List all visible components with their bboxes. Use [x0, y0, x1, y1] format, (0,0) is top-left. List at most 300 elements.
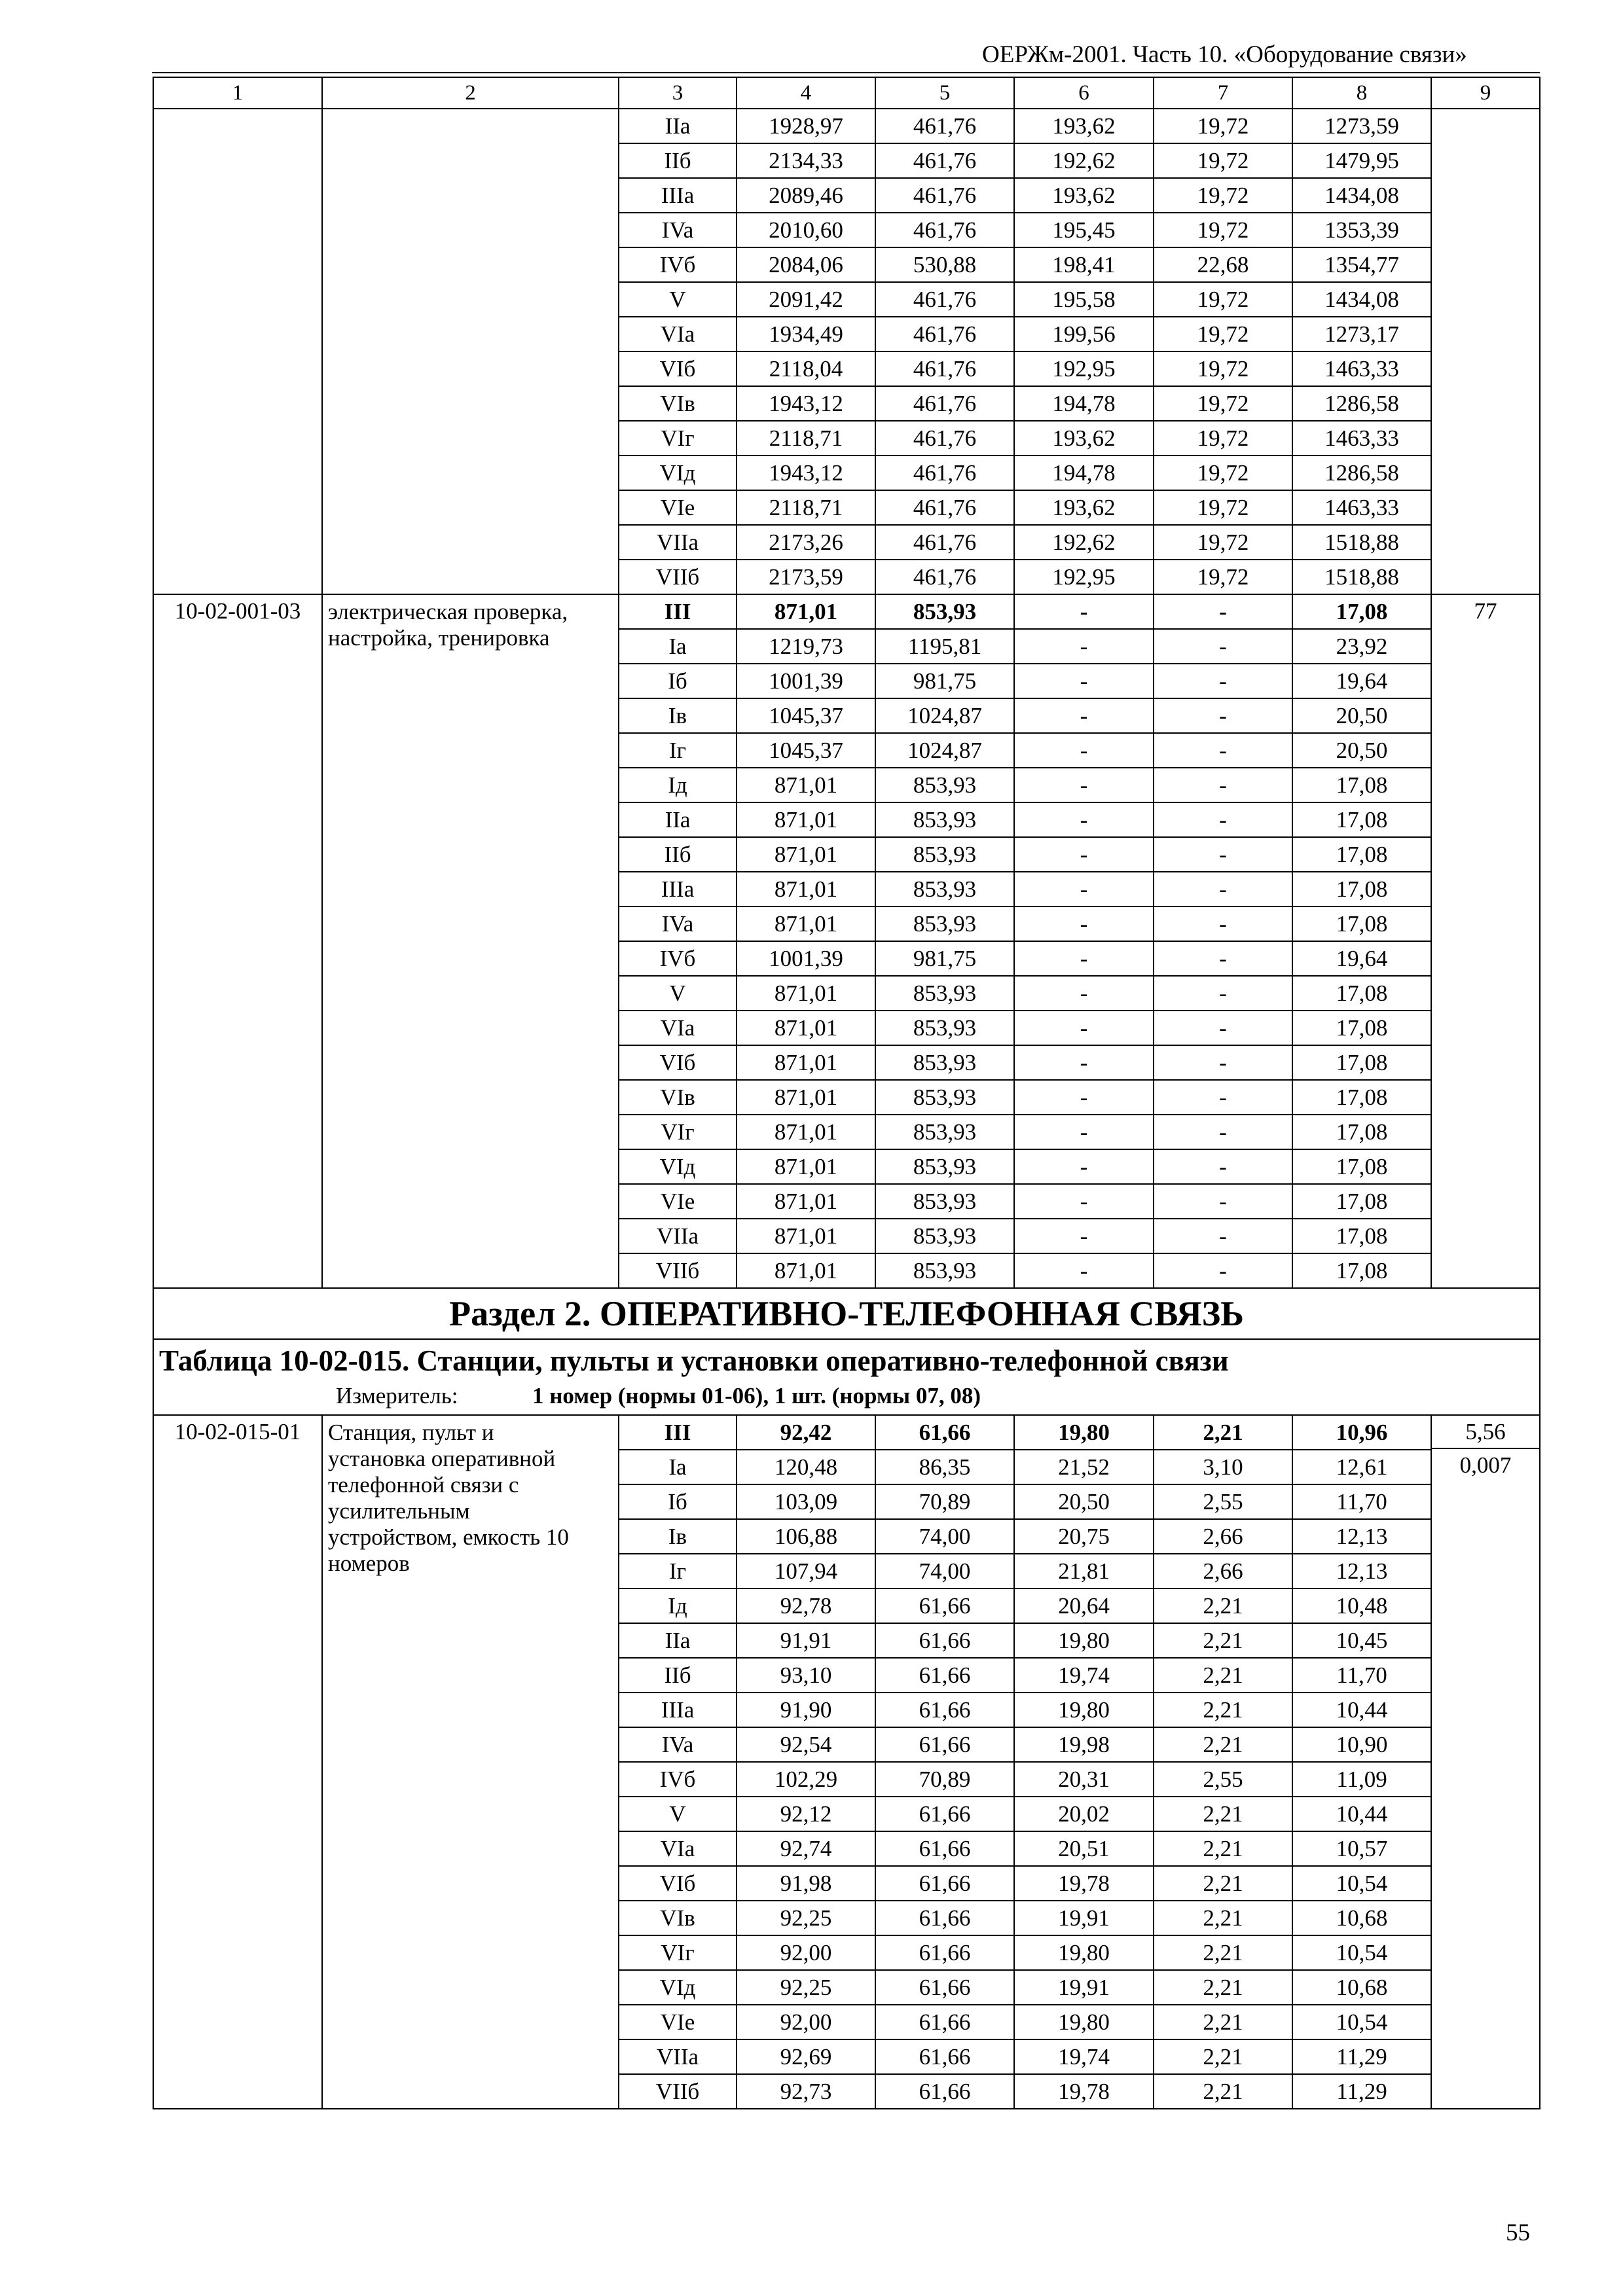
value-cell: 93,10: [737, 1658, 875, 1693]
value-cell: 19,72: [1154, 421, 1292, 456]
description-line: электрическая проверка,: [328, 599, 568, 624]
value-cell: -: [1154, 976, 1292, 1011]
value-cell: 871,01: [737, 768, 875, 802]
zone-cell: Iг: [619, 1554, 737, 1588]
zone-cell: VIIa: [619, 2039, 737, 2074]
value-cell: 70,89: [875, 1762, 1014, 1797]
column-number: 7: [1154, 77, 1292, 109]
zone-cell: III: [619, 594, 737, 629]
value-cell: 11,70: [1292, 1658, 1431, 1693]
value-cell: 1934,49: [737, 317, 875, 351]
value-cell: 2,66: [1154, 1554, 1292, 1588]
value-cell: 17,08: [1292, 837, 1431, 872]
value-cell: -: [1154, 906, 1292, 941]
column-number: 5: [875, 77, 1014, 109]
value-cell: 193,62: [1014, 109, 1154, 143]
zone-cell: VIг: [619, 1935, 737, 1970]
value-cell: -: [1154, 1184, 1292, 1219]
value-cell: 19,72: [1154, 490, 1292, 525]
value-cell: -: [1014, 1080, 1154, 1115]
value-cell: -: [1154, 733, 1292, 768]
zone-cell: VIв: [619, 1901, 737, 1935]
value-cell: -: [1014, 802, 1154, 837]
value-cell: 2,21: [1154, 1658, 1292, 1693]
value-cell: 871,01: [737, 1219, 875, 1253]
value-cell: 2134,33: [737, 143, 875, 178]
value-cell: 10,57: [1292, 1831, 1431, 1866]
col9-cell: [1431, 1415, 1540, 2109]
value-cell: 2,66: [1154, 1519, 1292, 1554]
value-cell: 92,42: [737, 1415, 875, 1450]
value-cell: 461,76: [875, 490, 1014, 525]
value-cell: -: [1014, 594, 1154, 629]
value-cell: 2,21: [1154, 1797, 1292, 1831]
value-cell: 853,93: [875, 1115, 1014, 1149]
value-cell: 19,72: [1154, 351, 1292, 386]
value-cell: 461,76: [875, 560, 1014, 594]
zone-cell: Iб: [619, 664, 737, 698]
description-cell: [322, 594, 619, 1288]
table-title: Таблица 10-02-015. Станции, пульты и установки оперативно-телефонной связи: [159, 1344, 1229, 1377]
value-cell: 2,21: [1154, 1415, 1292, 1450]
value-cell: 10,44: [1292, 1693, 1431, 1727]
value-cell: 92,00: [737, 1935, 875, 1970]
value-cell: 2,21: [1154, 1866, 1292, 1901]
table-title-cell: [153, 1339, 1540, 1415]
zone-cell: VIг: [619, 1115, 737, 1149]
value-cell: 12,61: [1292, 1450, 1431, 1484]
value-cell: 92,25: [737, 1970, 875, 2005]
value-cell: 1045,37: [737, 733, 875, 768]
value-cell: 853,93: [875, 872, 1014, 906]
value-cell: 871,01: [737, 837, 875, 872]
value-cell: 22,68: [1154, 247, 1292, 282]
value-cell: 195,58: [1014, 282, 1154, 317]
col9-value: 0,007: [1459, 1452, 1512, 1478]
table-row: [153, 109, 1540, 143]
description-line: устройством, емкость 10: [328, 1524, 569, 1550]
value-cell: 1195,81: [875, 629, 1014, 664]
zone-cell: Iб: [619, 1484, 737, 1519]
value-cell: 2173,26: [737, 525, 875, 560]
zone-cell: VIa: [619, 317, 737, 351]
zone-cell: VIв: [619, 386, 737, 421]
value-cell: 20,50: [1292, 733, 1431, 768]
value-cell: 17,08: [1292, 1184, 1431, 1219]
value-cell: 17,08: [1292, 802, 1431, 837]
value-cell: 106,88: [737, 1519, 875, 1554]
zone-cell: IVб: [619, 941, 737, 976]
description-line: настройка, тренировка: [328, 625, 550, 651]
value-cell: 853,93: [875, 594, 1014, 629]
value-cell: 10,48: [1292, 1588, 1431, 1623]
value-cell: 10,54: [1292, 2005, 1431, 2039]
value-cell: 19,64: [1292, 664, 1431, 698]
zone-cell: IIa: [619, 109, 737, 143]
value-cell: 102,29: [737, 1762, 875, 1797]
value-cell: 92,78: [737, 1588, 875, 1623]
value-cell: 19,80: [1014, 1415, 1154, 1450]
running-header: ОЕРЖм-2001. Часть 10. «Оборудование связи»: [982, 41, 1467, 68]
value-cell: 19,91: [1014, 1970, 1154, 2005]
value-cell: 61,66: [875, 2005, 1014, 2039]
value-cell: 17,08: [1292, 1253, 1431, 1288]
value-cell: 1518,88: [1292, 525, 1431, 560]
value-cell: 61,66: [875, 1901, 1014, 1935]
zone-cell: VIIб: [619, 1253, 737, 1288]
zone-cell: Iд: [619, 768, 737, 802]
value-cell: -: [1154, 872, 1292, 906]
description-cell: [322, 1415, 619, 2109]
zone-cell: VIд: [619, 456, 737, 490]
value-cell: 19,74: [1014, 1658, 1154, 1693]
code-cell: 10-02-015-01: [153, 1415, 322, 2109]
value-cell: 1479,95: [1292, 143, 1431, 178]
value-cell: 61,66: [875, 1727, 1014, 1762]
value-cell: -: [1154, 1045, 1292, 1080]
value-cell: 461,76: [875, 282, 1014, 317]
value-cell: 3,10: [1154, 1450, 1292, 1484]
value-cell: 461,76: [875, 456, 1014, 490]
value-cell: 19,72: [1154, 317, 1292, 351]
value-cell: 1024,87: [875, 698, 1014, 733]
zone-cell: IIIa: [619, 872, 737, 906]
value-cell: 2118,71: [737, 421, 875, 456]
table-row: [153, 594, 1540, 629]
value-cell: 11,29: [1292, 2039, 1431, 2074]
value-cell: 91,90: [737, 1693, 875, 1727]
value-cell: 192,62: [1014, 143, 1154, 178]
value-cell: 2091,42: [737, 282, 875, 317]
value-cell: 10,45: [1292, 1623, 1431, 1658]
value-cell: 194,78: [1014, 386, 1154, 421]
value-cell: -: [1154, 629, 1292, 664]
zone-cell: VIIб: [619, 2074, 737, 2109]
value-cell: 20,75: [1014, 1519, 1154, 1554]
value-cell: -: [1014, 1253, 1154, 1288]
zone-cell: IIa: [619, 1623, 737, 1658]
value-cell: 17,08: [1292, 1045, 1431, 1080]
value-cell: 61,66: [875, 1415, 1014, 1450]
value-cell: 20,50: [1292, 698, 1431, 733]
value-cell: -: [1014, 837, 1154, 872]
value-cell: 2010,60: [737, 213, 875, 247]
meter-label: Измеритель:: [336, 1383, 458, 1408]
value-cell: 871,01: [737, 1045, 875, 1080]
value-cell: 91,91: [737, 1623, 875, 1658]
description-line: телефонной связи с: [328, 1472, 519, 1498]
zone-cell: Iв: [619, 698, 737, 733]
column-number: 4: [737, 77, 875, 109]
value-cell: 11,70: [1292, 1484, 1431, 1519]
value-cell: 92,12: [737, 1797, 875, 1831]
zone-cell: IVa: [619, 906, 737, 941]
value-cell: 2118,71: [737, 490, 875, 525]
value-cell: 21,81: [1014, 1554, 1154, 1588]
value-cell: 2,21: [1154, 1727, 1292, 1762]
value-cell: 199,56: [1014, 317, 1154, 351]
value-cell: 2,55: [1154, 1484, 1292, 1519]
description-line: установка оперативной: [328, 1446, 556, 1471]
value-cell: 1045,37: [737, 698, 875, 733]
zone-cell: IVa: [619, 213, 737, 247]
section-title: Раздел 2. ОПЕРАТИВНО-ТЕЛЕФОННАЯ СВЯЗЬ: [153, 1288, 1540, 1339]
value-cell: 2,21: [1154, 1623, 1292, 1658]
value-cell: 19,72: [1154, 178, 1292, 213]
value-cell: 2173,59: [737, 560, 875, 594]
value-cell: 1463,33: [1292, 351, 1431, 386]
value-cell: 853,93: [875, 1253, 1014, 1288]
value-cell: -: [1014, 664, 1154, 698]
value-cell: 120,48: [737, 1450, 875, 1484]
value-cell: 871,01: [737, 802, 875, 837]
value-cell: 2,21: [1154, 1935, 1292, 1970]
value-cell: 2,21: [1154, 2074, 1292, 2109]
value-cell: 19,72: [1154, 143, 1292, 178]
value-cell: 871,01: [737, 906, 875, 941]
column-number: 3: [619, 77, 737, 109]
zone-cell: Iг: [619, 733, 737, 768]
value-cell: -: [1014, 768, 1154, 802]
value-cell: 61,66: [875, 2039, 1014, 2074]
value-cell: 61,66: [875, 1797, 1014, 1831]
value-cell: 21,52: [1014, 1450, 1154, 1484]
value-cell: 1286,58: [1292, 456, 1431, 490]
value-cell: 19,72: [1154, 109, 1292, 143]
zone-cell: V: [619, 282, 737, 317]
value-cell: 461,76: [875, 317, 1014, 351]
zone-cell: VIIa: [619, 1219, 737, 1253]
value-cell: 19,80: [1014, 1935, 1154, 1970]
value-cell: 853,93: [875, 1184, 1014, 1219]
value-cell: 981,75: [875, 664, 1014, 698]
value-cell: -: [1014, 1011, 1154, 1045]
value-cell: 17,08: [1292, 872, 1431, 906]
value-cell: 92,00: [737, 2005, 875, 2039]
col9-cell-empty: [1431, 109, 1540, 594]
value-cell: 19,78: [1014, 1866, 1154, 1901]
value-cell: -: [1154, 941, 1292, 976]
zone-cell: Ia: [619, 1450, 737, 1484]
zone-cell: IIIa: [619, 1693, 737, 1727]
value-cell: 61,66: [875, 1935, 1014, 1970]
zone-cell: IIIa: [619, 178, 737, 213]
value-cell: 23,92: [1292, 629, 1431, 664]
value-cell: 19,72: [1154, 282, 1292, 317]
description-line: усилительным: [328, 1498, 470, 1524]
zone-cell: Iв: [619, 1519, 737, 1554]
value-cell: 19,64: [1292, 941, 1431, 976]
value-cell: -: [1154, 1115, 1292, 1149]
value-cell: -: [1014, 976, 1154, 1011]
value-cell: -: [1154, 1011, 1292, 1045]
value-cell: 17,08: [1292, 1219, 1431, 1253]
value-cell: 20,51: [1014, 1831, 1154, 1866]
value-cell: 61,66: [875, 1866, 1014, 1901]
code-cell-empty: [153, 109, 322, 594]
value-cell: -: [1154, 768, 1292, 802]
value-cell: 853,93: [875, 1219, 1014, 1253]
value-cell: 10,54: [1292, 1935, 1431, 1970]
value-cell: 10,96: [1292, 1415, 1431, 1450]
zone-cell: VIa: [619, 1831, 737, 1866]
value-cell: 2,21: [1154, 1901, 1292, 1935]
zone-cell: VIa: [619, 1011, 737, 1045]
zone-cell: IIб: [619, 143, 737, 178]
value-cell: 1463,33: [1292, 490, 1431, 525]
value-cell: 10,54: [1292, 1866, 1431, 1901]
table-row: [153, 1415, 1540, 1450]
value-cell: 1943,12: [737, 386, 875, 421]
value-cell: -: [1154, 594, 1292, 629]
col9-cell: [1431, 594, 1540, 1288]
value-cell: 19,72: [1154, 560, 1292, 594]
zone-cell: VIб: [619, 1866, 737, 1901]
value-cell: 10,68: [1292, 1901, 1431, 1935]
value-cell: 74,00: [875, 1554, 1014, 1588]
value-cell: 11,09: [1292, 1762, 1431, 1797]
zone-cell: VIe: [619, 1184, 737, 1219]
value-cell: -: [1014, 733, 1154, 768]
value-cell: 1354,77: [1292, 247, 1431, 282]
value-cell: 11,29: [1292, 2074, 1431, 2109]
value-cell: 107,94: [737, 1554, 875, 1588]
value-cell: 20,64: [1014, 1588, 1154, 1623]
value-cell: 853,93: [875, 906, 1014, 941]
value-cell: 20,31: [1014, 1762, 1154, 1797]
value-cell: 17,08: [1292, 1115, 1431, 1149]
value-cell: 20,02: [1014, 1797, 1154, 1831]
value-cell: 1943,12: [737, 456, 875, 490]
description-line: Станция, пульт и: [328, 1420, 494, 1445]
zone-cell: VIe: [619, 490, 737, 525]
value-cell: 19,91: [1014, 1901, 1154, 1935]
value-cell: 2,21: [1154, 2039, 1292, 2074]
value-cell: 853,93: [875, 976, 1014, 1011]
value-cell: 19,98: [1014, 1727, 1154, 1762]
value-cell: 61,66: [875, 1693, 1014, 1727]
value-cell: 1434,08: [1292, 282, 1431, 317]
value-cell: -: [1154, 1253, 1292, 1288]
value-cell: 2,21: [1154, 2005, 1292, 2039]
value-cell: -: [1154, 1080, 1292, 1115]
value-cell: 10,44: [1292, 1797, 1431, 1831]
value-cell: 871,01: [737, 1011, 875, 1045]
value-cell: -: [1014, 906, 1154, 941]
zone-cell: IVa: [619, 1727, 737, 1762]
value-cell: 92,54: [737, 1727, 875, 1762]
value-cell: -: [1014, 1149, 1154, 1184]
value-cell: 871,01: [737, 976, 875, 1011]
value-cell: 192,62: [1014, 525, 1154, 560]
value-cell: 871,01: [737, 1115, 875, 1149]
column-number: 8: [1292, 77, 1431, 109]
value-cell: 17,08: [1292, 1011, 1431, 1045]
value-cell: 61,66: [875, 1831, 1014, 1866]
value-cell: 61,66: [875, 1970, 1014, 2005]
zone-cell: Iд: [619, 1588, 737, 1623]
value-cell: 193,62: [1014, 490, 1154, 525]
value-cell: 12,13: [1292, 1519, 1431, 1554]
value-cell: 92,69: [737, 2039, 875, 2074]
value-cell: 1219,73: [737, 629, 875, 664]
value-cell: 871,01: [737, 1080, 875, 1115]
value-cell: 91,98: [737, 1866, 875, 1901]
value-cell: -: [1154, 698, 1292, 733]
zone-cell: VIд: [619, 1970, 737, 2005]
value-cell: 461,76: [875, 109, 1014, 143]
value-cell: 103,09: [737, 1484, 875, 1519]
value-cell: -: [1014, 1115, 1154, 1149]
value-cell: 2,21: [1154, 1831, 1292, 1866]
zone-cell: IVб: [619, 247, 737, 282]
value-cell: -: [1014, 872, 1154, 906]
zone-cell: VIe: [619, 2005, 737, 2039]
column-number-row: [153, 77, 1540, 109]
value-cell: 74,00: [875, 1519, 1014, 1554]
zone-cell: VIIб: [619, 560, 737, 594]
value-cell: 17,08: [1292, 1149, 1431, 1184]
value-cell: 2118,04: [737, 351, 875, 386]
code-cell: 10-02-001-03: [153, 594, 322, 1288]
value-cell: 871,01: [737, 1253, 875, 1288]
value-cell: 193,62: [1014, 178, 1154, 213]
column-number: 1: [153, 77, 322, 109]
value-cell: 92,25: [737, 1901, 875, 1935]
meter-value: 1 номер (нормы 01-06), 1 шт. (нормы 07, 08): [532, 1383, 981, 1408]
value-cell: 61,66: [875, 1588, 1014, 1623]
value-cell: 19,74: [1014, 2039, 1154, 2074]
value-cell: 871,01: [737, 1149, 875, 1184]
value-cell: 1001,39: [737, 664, 875, 698]
col9-value: 77: [1474, 598, 1497, 624]
value-cell: 853,93: [875, 768, 1014, 802]
value-cell: 1434,08: [1292, 178, 1431, 213]
value-cell: -: [1154, 802, 1292, 837]
value-cell: 61,66: [875, 1623, 1014, 1658]
value-cell: 853,93: [875, 1045, 1014, 1080]
zone-cell: V: [619, 976, 737, 1011]
value-cell: 61,66: [875, 2074, 1014, 2109]
column-number: 2: [322, 77, 619, 109]
value-cell: 20,50: [1014, 1484, 1154, 1519]
value-cell: 461,76: [875, 525, 1014, 560]
value-cell: 19,72: [1154, 386, 1292, 421]
value-cell: 2,21: [1154, 1693, 1292, 1727]
value-cell: 853,93: [875, 837, 1014, 872]
value-cell: -: [1154, 837, 1292, 872]
value-cell: 1286,58: [1292, 386, 1431, 421]
value-cell: 12,13: [1292, 1554, 1431, 1588]
meter-line: [159, 1382, 1539, 1410]
value-cell: 19,72: [1154, 456, 1292, 490]
value-cell: 10,68: [1292, 1970, 1431, 2005]
value-cell: 1273,59: [1292, 109, 1431, 143]
value-cell: 17,08: [1292, 1080, 1431, 1115]
value-cell: 461,76: [875, 143, 1014, 178]
zone-cell: IIa: [619, 802, 737, 837]
value-cell: 1518,88: [1292, 560, 1431, 594]
zone-cell: Ia: [619, 629, 737, 664]
value-cell: 461,76: [875, 213, 1014, 247]
value-cell: 92,73: [737, 2074, 875, 2109]
value-cell: 1001,39: [737, 941, 875, 976]
value-cell: 871,01: [737, 872, 875, 906]
value-cell: 461,76: [875, 386, 1014, 421]
zone-cell: VIб: [619, 351, 737, 386]
value-cell: -: [1014, 1219, 1154, 1253]
value-cell: 17,08: [1292, 906, 1431, 941]
